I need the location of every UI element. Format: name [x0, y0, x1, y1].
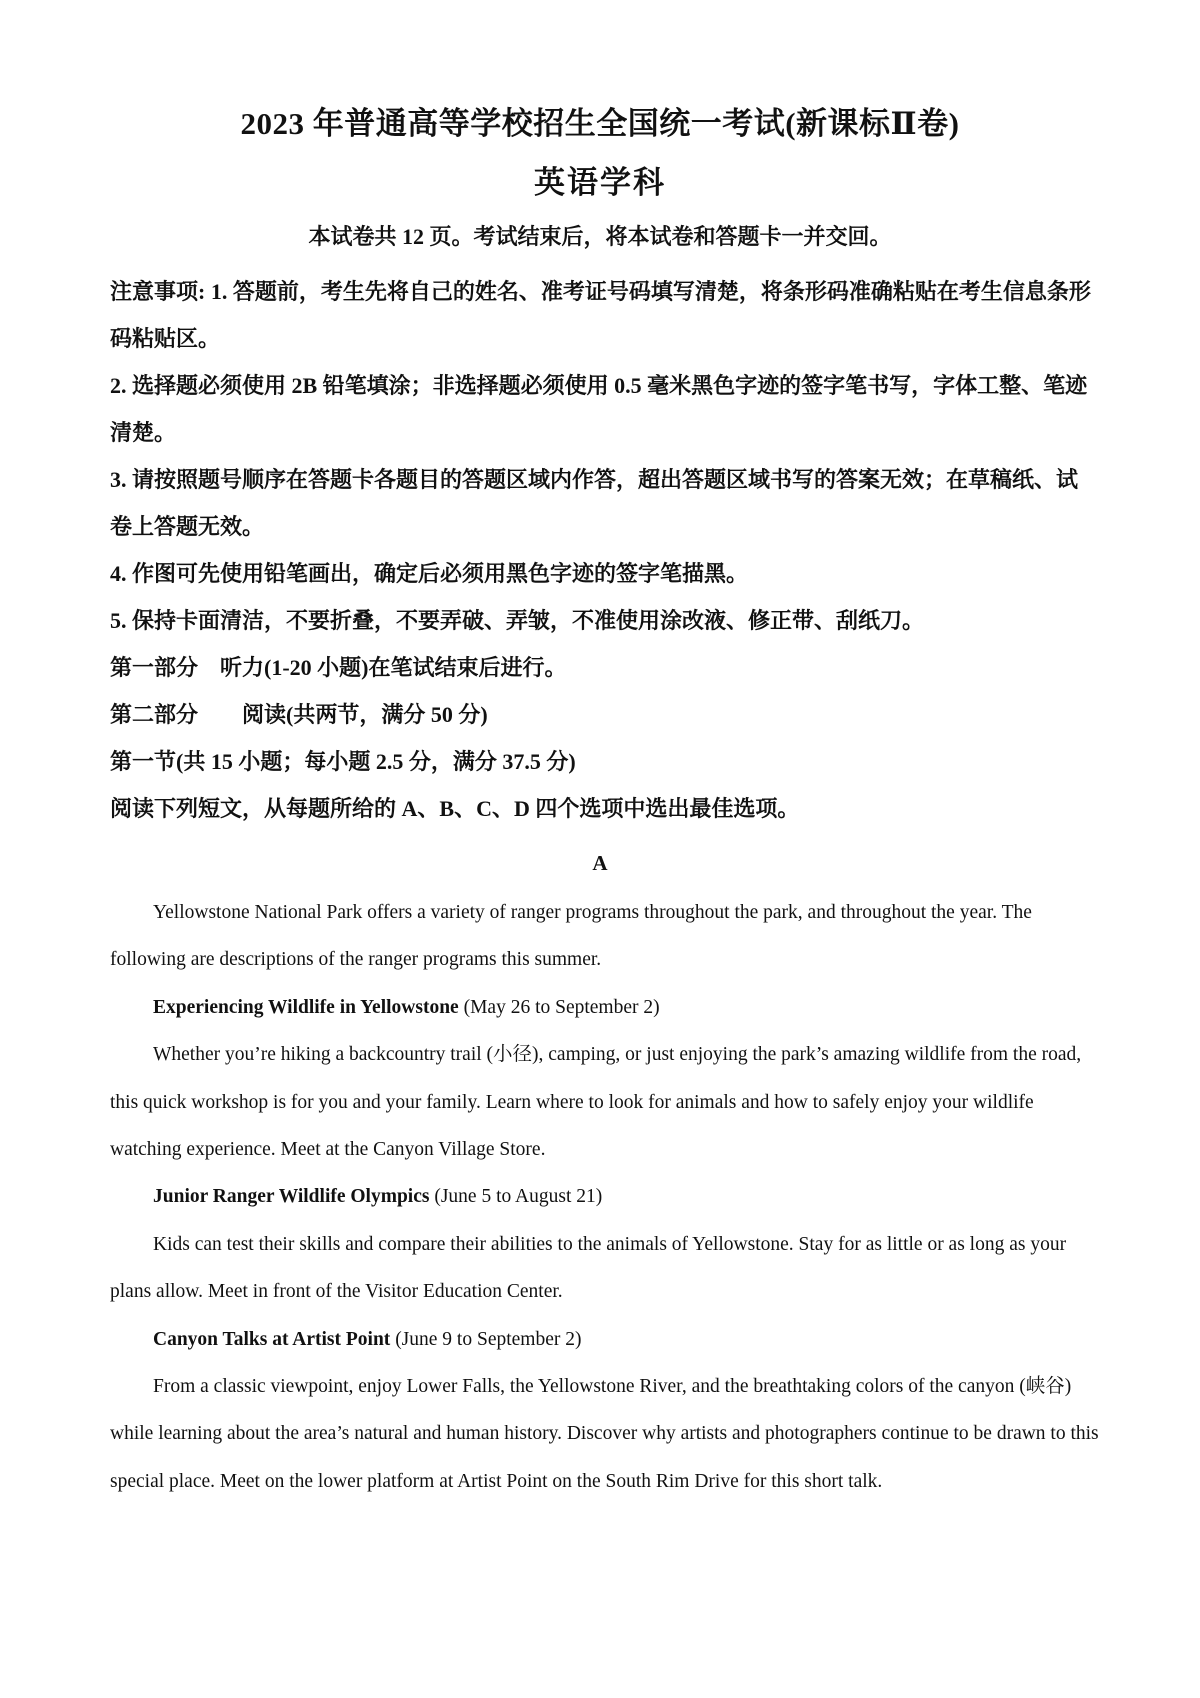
reading-instruction: 阅读下列短文，从每题所给的 A、B、C、D 四个选项中选出最佳选项。 [110, 796, 800, 821]
section-one-heading: 第一节(共 15 小题；每小题 2.5 分，满分 37.5 分) [110, 749, 576, 774]
exam-title: 2023 年普通高等学校招生全国统一考试(新课标Ⅱ卷) [240, 106, 960, 141]
program-description: Kids can test their skills and compare their abilities to the animals of Yellowstone. Stay for as little or as long as your plans allow. Meet in front of the Visitor Education Center. [110, 1233, 1067, 1303]
program-heading [110, 1173, 1100, 1220]
instruction-note: 4. 作图可先使用铅笔画出，确定后必须用黑色字迹的签字笔描黑。 [110, 561, 749, 586]
program-dates: (June 9 to September 2) [395, 1328, 582, 1350]
part-one-heading: 第一部分 听力(1-20 小题)在笔试结束后进行。 [110, 655, 567, 680]
instruction-note: 3. 请按照题号顺序在答题卡各题目的答题区域内作答，超出答题区域书写的答案无效；在草稿纸、试卷上答题无效。 [110, 467, 1079, 539]
subject-title: 英语学科 [534, 165, 666, 200]
program-dates: (May 26 to September 2) [463, 996, 660, 1018]
program-name: Canyon Talks at Artist Point [153, 1328, 391, 1350]
passage-body [110, 889, 1100, 1505]
program-heading [110, 1316, 1100, 1363]
part-two-heading: 第二部分 阅读(共两节，满分 50 分) [110, 702, 488, 727]
program-name: Junior Ranger Wildlife Olympics [153, 1186, 430, 1208]
instructions-block [110, 268, 1095, 832]
program-description: Whether you’re hiking a backcountry trail (小径), camping, or just enjoying the park’s amazing wildlife from the road, this quick workshop is for you and your family. Learn where to look for animals and how to safely enjoy your wildlife watching experience. Meet at the Canyon Village Store. [110, 1044, 1082, 1161]
instruction-note: 注意事项: 1. 答题前，考生先将自己的姓名、准考证号码填写清楚，将条形码准确粘贴在考生信息条形码粘贴区。 [110, 279, 1091, 351]
passage-intro: Yellowstone National Park offers a variety of ranger programs throughout the park, and throughout the year. The following are descriptions of the ranger programs this summer. [110, 902, 1032, 971]
program-description: From a classic viewpoint, enjoy Lower Falls, the Yellowstone River, and the breathtaking colors of the canyon (峡谷) while learning about the area’s natural and human history. Discover why artists and photographers continue to be drawn to this special place. Meet on the lower platform at Artist Point on the South Rim Drive for this short talk. [110, 1376, 1099, 1492]
program-dates: (June 5 to August 21) [434, 1186, 603, 1208]
instruction-note: 2. 选择题必须使用 2B 铅笔填涂；非选择题必须使用 0.5 毫米黑色字迹的签字笔书写，字体工整、笔迹清楚。 [110, 373, 1088, 445]
instruction-note: 5. 保持卡面清洁，不要折叠，不要弄破、弄皱，不准使用涂改液、修正带、刮纸刀。 [110, 608, 925, 633]
passage-letter: A [592, 851, 608, 875]
program-name: Experiencing Wildlife in Yellowstone [153, 996, 459, 1018]
program-heading [110, 984, 1100, 1031]
exam-intro: 本试卷共 12 页。考试结束后，将本试卷和答题卡一并交回。 [308, 224, 892, 249]
